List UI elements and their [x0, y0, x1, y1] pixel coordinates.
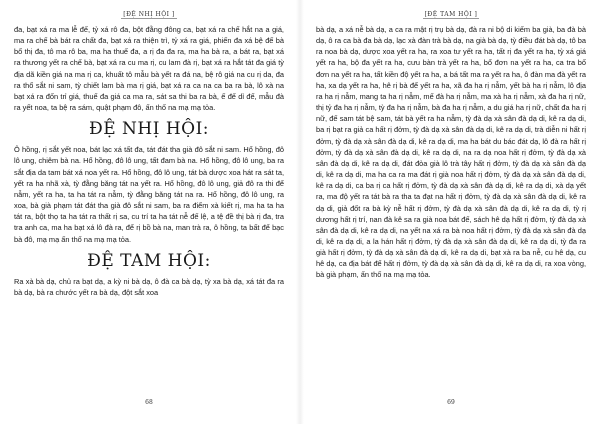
section-heading-de-tam-hoi: ĐỆ TAM HỘI:: [87, 250, 211, 271]
left-page-content: [14, 24, 284, 299]
right-header-text: [ĐỆ TAM HỘI ]: [424, 11, 478, 18]
left-running-header: [14, 11, 284, 18]
right-page-number: 69: [447, 399, 455, 406]
right-page: [316, 0, 586, 424]
left-header-text: [ĐỆ NHỊ HỘI ]: [123, 11, 175, 18]
right-paragraph-1: bà dạ, a xá nễ bà dạ, a ca ra mật rị trụ bà dạ, đà ra ni bộ di kiếm ba già, ba đà bà dạ, ô ra ca bà đa bà dạ, lạc xà đàn trà bà dạ, na già bà dạ, tỳ điều đát bà dạ, tô ba ra noa bà dạ, dược xoa yết ra ha, ra xoa tư yết ra ha, tất rị đa yết ra ha, tỳ xá giá yết ra ha, bộ đa yết ra ha, cưu bàn trà yết ra ha, bổ đơn na yết ra ha, ca tra bố đơn na yết ra ha, tất kiền độ yết ra ha, a bá tất ma ra yết ra ha, ô đàn ma đà yết ra ha, xa dạ yết ra ha, hê rị bà để yết ra ha, xã đa ha rị nẫm, yết bà ha rị nẫm, lô địa ra ha rị nẫm, mang ta ha rị nẫm, mế đà ha rị nẫm, ma xà ha rị nẫm, xà đa ha rị nữ, thị tỷ đa ha rị nẫm, tỳ đa ha rị nẫm, bà đa ha rị nẫm, a du giá ha rị nữ, chất đa ha rị nữ, đế sam tát bệ sam, tát bà yết ra ha nẫm, tỳ đà dạ xà sân đà dạ di, kê ra dạ di, ba rị bạt ra giả ca hất rị đởm, tỳ đà dạ xà sân đà dạ di, kê ra dạ di, trà diễn ni hất rị đởm, tỳ đà dạ xà sân đà dạ di, kê ra dạ di, ma ha bát du bác đát dạ, lô đà ra hất rị đởm, tỳ đà dạ xà sân đà dạ di, kê ra dạ di, na ra dạ noa hất rị đởm, tỳ đà dạ xà sân đà dạ di, kê ra dạ di, đát đỏa già lô trà tây hất rị đởm, tỳ đà dạ xà sân đà dạ di, kê ra dạ di, ma ha ca ra ma đát rị già noa hất rị đởm, tỳ đà dạ xà sân đà dạ di, kê ra dạ di, ca ba rị ca hất rị đởm, tỳ đà dạ xà sân đà dạ di, kê ra dạ di, xà dạ yết ra, ma độ yết ra tát bà ra tha ta đạt na hất rị đởm, tỳ đà dạ xà sân đà dạ di, kê ra dạ di, giả đốt ra bà kỳ nễ hất rị đởm, tỳ đà dạ xà sân đà dạ di, kê ra dạ di, tỳ rị dương hất rị trí, nan đà kê sa ra già noa bát đế, sách hê dạ hất rị đởm, tỳ đà dạ xà sân đà dạ di, kê ra dạ di, na yết na xá ra bà noa hất rị đởm, tỳ đà dạ xà sân đà dạ di, kê ra dạ di, a la hán hất rị đởm, tỳ đà dạ xà sân đà dạ di, kê ra dạ di, tỳ đa ra già hất rị đởm, tỳ đà dạ xà sân đà dạ di, kê ra dạ di, bạt xà ra ba nễ, cu hê dạ, cu hê dạ, ca địa bát để hất rị đởm, tỳ đà dạ xà sân đà dạ di, kê ra dạ di, ra xoa vòng, bà già phạm, ấn thố na mạ mạ tỏa.: [316, 25, 586, 280]
right-running-header: [316, 11, 586, 18]
left-page: [14, 0, 284, 424]
left-paragraph-3: Ra xà bà dạ, chủ ra bạt dạ, a kỳ ni bà dạ, ô đà ca bà dạ, tỳ xa bà dạ, xá tát đa ra bà dạ, bà ra chước yết ra bà dạ, đột sắt xoa: [14, 276, 284, 297]
left-paragraph-1: đa, bạt xá ra ma lễ đế, tỷ xá rô đa, bột đằng đông ca, bạt xá ra chế hắt na a giá, ma ra chế bà bát ra chất đa, bạt xá ra thiện trì, tỷ xá ra giá, phiến đa xá bệ đế bà bổ thị đa, tô ma rô ba, ma ha thuế đa, a rị đa đa ra, ma ha bà ra, a bát ra, bạt xá ra thương yết ra chế bà, bạt xá ra cu ma rị, cu lam đà rị, bạt xá ra hắt tát đa giá tỳ địa dã kiền giá na ma rị ca, khuất tô mẫu bà yết ra đá na, bệ rô giá na cu rị da, đa ra thổ sắt ni sam, tỳ chiết lam bà ma rị giá, bạt xá ra ca na ca ba ra bà, lô xà na bạt xá ra đốn trỉ giá, thuế đa giá ca ma ra, sát sa thi ba ra bà, ế đế dỉ đế, mẫu đà ra yết noa, ta bệ ra sám, quật phạm đô, ấn thố na mạ mạ tỏa.: [14, 25, 284, 113]
right-page-content: [316, 24, 586, 282]
section-heading-de-nhi-hoi: ĐỆ NHỊ HỘI:: [88, 119, 210, 140]
book-gutter: [296, 0, 304, 424]
left-page-number: 68: [145, 399, 153, 406]
left-paragraph-2: Ô hồng, rị sắt yết noa, bát lạc xá tất đa, tát đát tha già đô sắt ni sam. Hổ hồng, đô lô ung, chiêm bà na. Hổ hồng, đô lô ung, tất đam bà na. Hổ hồng, đô lô ung, ba ra sắt địa da tam bát xá noa yết ra. Hổ hồng, đô lô ung, tát bà dược xoa hát ra sát ta, yết ra ha nhã xà, tỳ đằng băng tát na yết ra. Hổ hồng, đô lô ung, giả đô ra thi để nẫm, yết ra ha, ta ha tát ra nẫm, tỳ đằng băng tát na ra. Hổ hồng, đô lô ung, ra xoa, bà già phạm tát đát tha già đô sắt ni sam, ba ra điểm xà kiết rị, ma ha ta ha tát ra, bột thọ ta ha tát ra thất rị sa, cu trí ta ha tát nễ đế lệ, a tệ đề thị bà rị đa, tra tra anh ca, ma ha bạt xá lô đà ra, để rị bồ bà na, man trà ra, ô hồng, ta bất để bạc bà đô, mạ mạ ấn thố na mạ mạ tỏa.: [14, 145, 284, 244]
